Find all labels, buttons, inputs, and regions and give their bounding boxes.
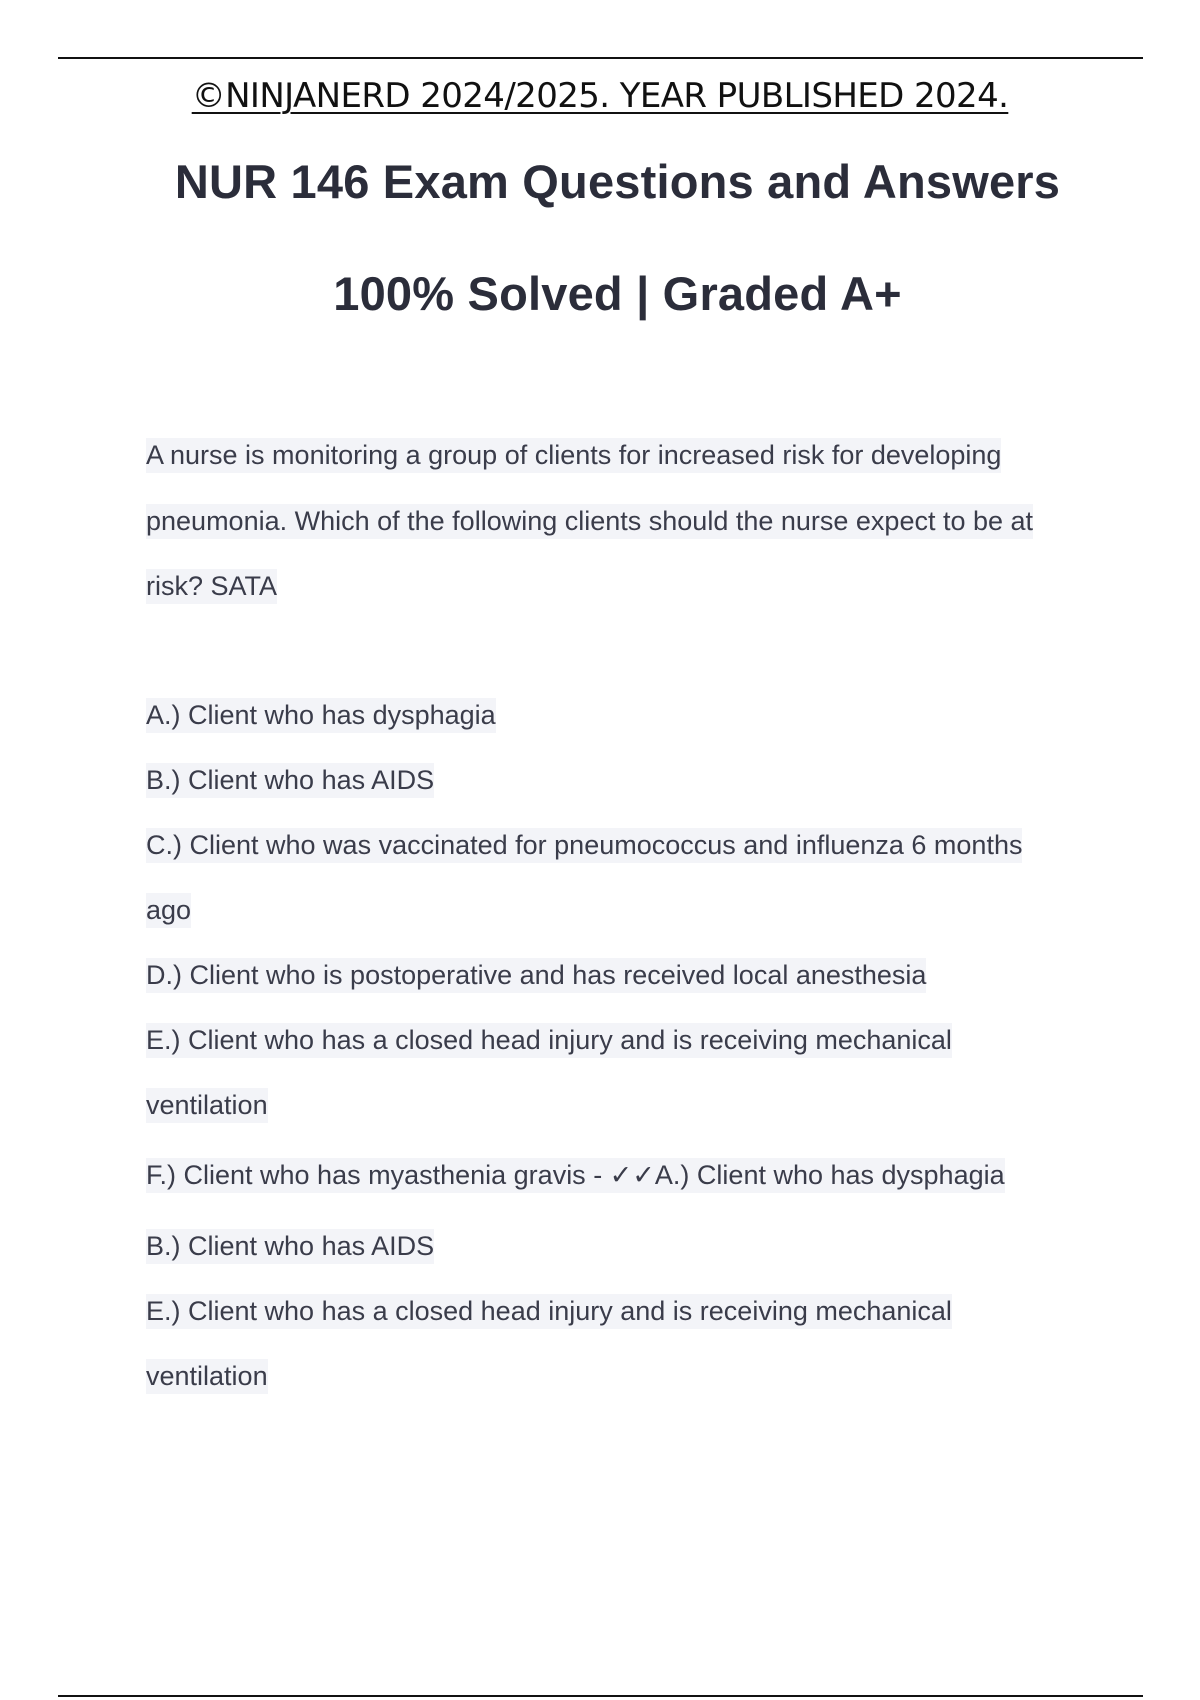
bottom-divider [58,1695,1143,1697]
option-line: B.) Client who has AIDS [146,763,434,798]
question-line: A nurse is monitoring a group of clients for increased risk for developing [146,438,1001,473]
answer-line: ventilation [146,1359,268,1394]
copyright-header [0,76,1200,116]
document-title-line-2: 100% Solved | Graded A+ [333,267,902,320]
document-title-line-1: NUR 146 Exam Questions and Answers [174,155,1061,208]
answer-line: B.) Client who has AIDS [146,1229,434,1264]
option-line: ago [146,893,191,928]
option-line: E.) Client who has a closed head injury and is receiving mechanical [146,1023,952,1058]
option-line: D.) Client who is postoperative and has received local anesthesia [146,958,926,993]
answer-line: E.) Client who has a closed head injury and is receiving mechanical [146,1294,952,1329]
top-divider [58,57,1143,59]
option-answer-line: F.) Client who has myasthenia gravis - ✓✓A.) Client who has dysphagia [146,1158,1005,1193]
option-line: C.) Client who was vaccinated for pneumococcus and influenza 6 months [146,828,1022,863]
option-line: ventilation [146,1088,268,1123]
copyright-text: ©NINJANERD 2024/2025. YEAR PUBLISHED 2024. [191,76,1009,116]
question-line: pneumonia. Which of the following clients should the nurse expect to be at [146,504,1033,539]
option-line: A.) Client who has dysphagia [146,698,496,733]
question-line: risk? SATA [146,569,277,604]
